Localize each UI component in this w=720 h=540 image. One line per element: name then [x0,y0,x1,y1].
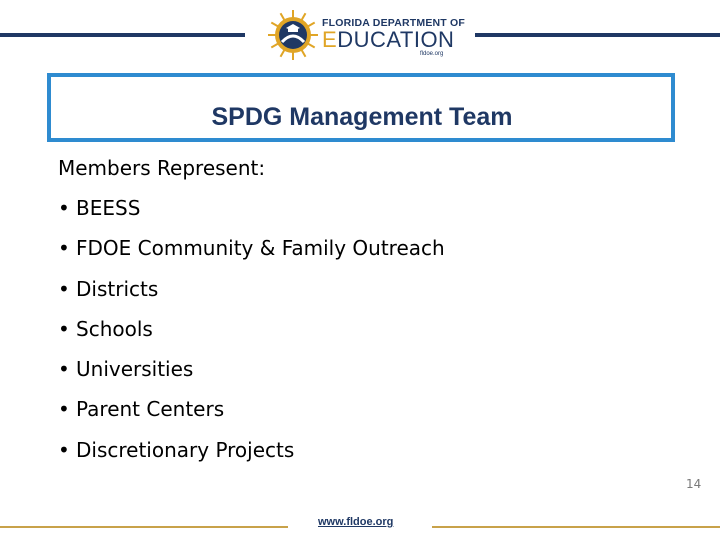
sunburst-seal-icon [266,8,320,62]
member-list [58,192,678,474]
list-item [58,192,678,232]
logo-line-department: FLORIDA DEPARTMENT OF [322,17,466,29]
bullet-icon: • [58,236,70,261]
list-item-text: Universities [76,357,194,382]
slide-body [58,152,678,474]
logo-letter-e: E [322,27,338,52]
list-item [58,232,678,272]
bullet-icon: • [58,316,70,341]
list-item [58,434,678,474]
list-item-text: Parent Centers [76,397,225,422]
title-frame [47,73,675,142]
logo-word-rest: DUCATION [337,27,455,52]
header-rule-left [0,33,245,37]
list-item-text: Discretionary Projects [76,437,295,462]
list-item [58,353,678,393]
list-item-text: Schools [76,316,153,341]
footer-rule-right [432,526,720,528]
list-item [58,273,678,313]
bullet-icon: • [58,196,70,220]
footer-rule-left [0,526,288,528]
page-number: 14 [686,477,702,491]
list-item [58,313,678,353]
logo-url: fldoe.org [420,51,444,57]
logo-line-education [322,27,454,53]
fldoe-logo [262,4,466,66]
slide-title: SPDG Management Team [211,103,513,131]
list-item [58,393,678,433]
list-item-text: Districts [76,276,159,301]
header-rule-right [475,33,720,37]
slide-title-container [51,103,671,132]
bullet-icon: • [58,276,70,301]
bullet-icon: • [58,397,70,422]
website-link[interactable]: www.fldoe.org [318,516,394,528]
list-item-text: BEESS [76,196,141,220]
bullet-icon: • [58,357,70,382]
bullet-icon: • [58,437,70,462]
list-item-text: FDOE Community & Family Outreach [76,236,445,261]
members-heading: Members Represent: [58,156,266,180]
